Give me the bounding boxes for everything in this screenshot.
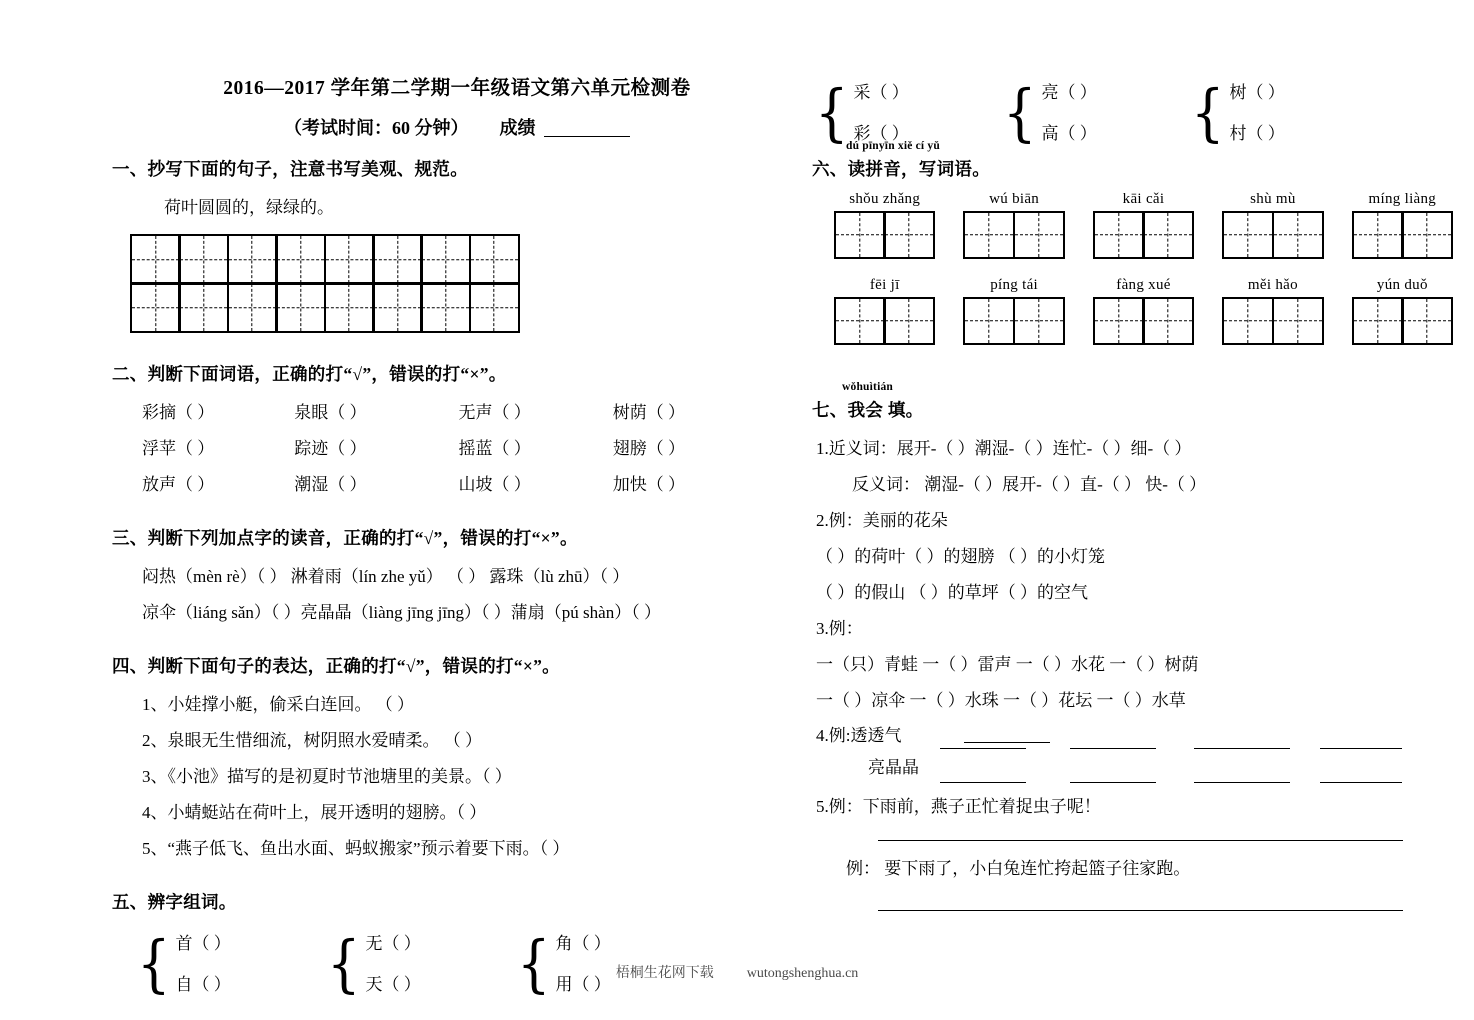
word-item[interactable]: 放声（ ） bbox=[142, 475, 215, 495]
curly-brace-icon: { bbox=[516, 926, 551, 1000]
brace-pair[interactable] bbox=[1229, 72, 1284, 154]
section-7-item-1-line2[interactable]: 反义词： 潮湿-（ ）展开-（ ）直-（ ） 快-（ ） bbox=[852, 475, 1207, 494]
section-3-line[interactable]: 凉伞（liáng sǎn）（ ）亮晶晶（liàng jīng jīng）（ ）蒲扇（pú shàn）（ ） bbox=[142, 603, 661, 623]
word-item[interactable]: 山坡（ ） bbox=[458, 475, 531, 495]
answer-blank[interactable] bbox=[1070, 781, 1156, 783]
pinyin-label: yún duǒ bbox=[1376, 277, 1428, 293]
grid-cell[interactable] bbox=[963, 297, 1015, 345]
curly-brace-icon: { bbox=[136, 926, 171, 1000]
footer-watermark bbox=[0, 962, 1474, 982]
section-2-row bbox=[112, 467, 802, 503]
answer-boxes[interactable] bbox=[834, 211, 935, 259]
grid-cell[interactable] bbox=[1142, 211, 1194, 259]
section-7-item-4-label: 4.例:透透气 bbox=[816, 726, 902, 745]
grid-cell[interactable] bbox=[420, 234, 471, 285]
score-label: 成绩 bbox=[499, 118, 536, 138]
grid-cell[interactable] bbox=[1142, 297, 1194, 345]
answer-boxes[interactable] bbox=[1352, 211, 1453, 259]
brace-item-top[interactable]: 角（ ） bbox=[555, 934, 611, 954]
grid-cell[interactable] bbox=[324, 282, 375, 333]
word-item[interactable]: 泉眼（ ） bbox=[294, 403, 367, 423]
curly-brace-icon: { bbox=[1002, 75, 1037, 149]
grid-cell[interactable] bbox=[883, 211, 935, 259]
score-blank[interactable] bbox=[544, 136, 630, 137]
grid-cell[interactable] bbox=[1013, 211, 1065, 259]
section-7-item-2-label: 2.例：美丽的花朵 bbox=[816, 511, 948, 530]
pinyin-word-row-2 bbox=[834, 277, 1428, 345]
footer-site-name: 梧桐生花网下载 bbox=[615, 966, 714, 981]
brace-group bbox=[1188, 72, 1285, 154]
word-item[interactable]: 潮湿（ ） bbox=[294, 475, 367, 495]
pinyin-word-item bbox=[1222, 191, 1323, 259]
pinyin-label: píng tái bbox=[990, 277, 1039, 293]
grid-cell[interactable] bbox=[1272, 211, 1324, 259]
section-4-item[interactable]: 3、《小池》描写的是初夏时节池塘里的美景。（ ） bbox=[142, 767, 512, 787]
brace-item-top[interactable]: 采（ ） bbox=[853, 83, 909, 102]
answer-blank[interactable] bbox=[964, 741, 1050, 743]
grid-cell[interactable] bbox=[275, 282, 326, 333]
section-4-item[interactable]: 2、泉眼无生惜细流，树阴照水爱晴柔。 （ ） bbox=[142, 731, 482, 751]
grid-cell[interactable] bbox=[1401, 211, 1453, 259]
exam-subheader bbox=[112, 114, 802, 140]
word-item[interactable]: 无声（ ） bbox=[458, 403, 531, 423]
grid-cell[interactable] bbox=[1222, 211, 1274, 259]
brace-item-bottom[interactable]: 用（ ） bbox=[555, 975, 611, 995]
section-2-heading: 二、判断下面词语，正确的打“√”，错误的打“×”。 bbox=[112, 364, 507, 385]
pinyin-label: wú biān bbox=[989, 191, 1040, 207]
section-4-item[interactable]: 4、小蜻蜓站在荷叶上，展开透明的翅膀。（ ） bbox=[142, 803, 487, 823]
grid-cell[interactable] bbox=[963, 211, 1015, 259]
grid-cell[interactable] bbox=[834, 297, 886, 345]
word-item[interactable]: 彩摘（ ） bbox=[142, 403, 215, 423]
section-7-item-2-line2[interactable]: （ ）的假山 （ ）的草坪（ ）的空气 bbox=[816, 583, 1088, 602]
pinyin-word-row-1 bbox=[834, 191, 1437, 259]
pinyin-label: fàng xué bbox=[1116, 277, 1171, 293]
grid-cell[interactable] bbox=[227, 282, 278, 333]
section-1-heading: 一、抄写下面的句子，注意书写美观、规范。 bbox=[112, 159, 468, 179]
pinyin-label: kāi cǎi bbox=[1122, 191, 1165, 207]
pinyin-label: fēi jī bbox=[869, 277, 900, 293]
brace-group bbox=[1000, 72, 1188, 154]
grid-cell[interactable] bbox=[130, 234, 181, 285]
section-6-heading-pinyin: dú pīnyīn xiě cí yǔ bbox=[846, 140, 940, 152]
grid-cell[interactable] bbox=[275, 234, 326, 285]
section-5-heading: 五、辨字组词。 bbox=[112, 892, 237, 913]
brace-item-top[interactable]: 亮（ ） bbox=[1041, 83, 1097, 102]
grid-cell[interactable] bbox=[1352, 297, 1404, 345]
answer-blank-long[interactable] bbox=[878, 909, 1403, 911]
section-7-item-4-word2: 亮晶晶 bbox=[868, 758, 919, 777]
right-column bbox=[812, 72, 1437, 911]
pinyin-label: shù mù bbox=[1250, 191, 1296, 207]
answer-boxes[interactable] bbox=[1093, 297, 1194, 345]
brace-pair[interactable] bbox=[1041, 72, 1096, 154]
grid-cell[interactable] bbox=[883, 297, 935, 345]
pinyin-word-item bbox=[834, 277, 935, 345]
pinyin-word-item bbox=[1352, 191, 1453, 259]
answer-blank[interactable] bbox=[1070, 747, 1156, 749]
section-7-item-5-example: 例： 要下雨了，小白兔连忙挎起篮子往家跑。 bbox=[846, 859, 1191, 878]
pinyin-word-item bbox=[1093, 191, 1194, 259]
grid-cell[interactable] bbox=[324, 234, 375, 285]
pinyin-word-item bbox=[1352, 277, 1453, 345]
word-item[interactable]: 踪迹（ ） bbox=[294, 439, 367, 459]
answer-blank[interactable] bbox=[940, 747, 1026, 749]
grid-cell[interactable] bbox=[469, 234, 520, 285]
answer-blank[interactable] bbox=[940, 781, 1026, 783]
section-7-item-3-line1[interactable]: 一（只）青蛙 一（ ）雷声 一（ ）水花 一（ ）树荫 bbox=[816, 655, 1199, 674]
section-4-item[interactable]: 1、小娃撑小艇，偷采白连回。 （ ） bbox=[142, 695, 414, 715]
pinyin-word-item bbox=[963, 191, 1064, 259]
section-7-heading: 七、我会 填。 bbox=[812, 400, 924, 420]
section-7-heading-wrap bbox=[812, 381, 1412, 422]
brace-item-top[interactable]: 树（ ） bbox=[1229, 83, 1285, 102]
grid-cell[interactable] bbox=[1093, 297, 1145, 345]
grid-cell[interactable] bbox=[1352, 211, 1404, 259]
pinyin-word-item bbox=[834, 191, 935, 259]
pinyin-word-item bbox=[1222, 277, 1323, 345]
grid-cell[interactable] bbox=[1013, 297, 1065, 345]
brace-item-bottom[interactable]: 彩（ ） bbox=[853, 124, 909, 143]
answer-blank[interactable] bbox=[1194, 781, 1290, 783]
answer-boxes[interactable] bbox=[1093, 211, 1194, 259]
grid-cell[interactable] bbox=[178, 282, 229, 333]
grid-cell[interactable] bbox=[1222, 297, 1274, 345]
section-6-heading-wrap bbox=[812, 140, 1412, 181]
answer-boxes[interactable] bbox=[1352, 297, 1453, 345]
footer-site-url: wutongshenghua.cn bbox=[746, 966, 859, 981]
grid-cell[interactable] bbox=[834, 211, 886, 259]
page-title: 2016—2017 学年第二学期一年级语文第六单元检测卷 bbox=[223, 78, 691, 99]
curly-brace-icon: { bbox=[814, 75, 849, 149]
section-7-item-4 bbox=[812, 721, 1412, 795]
section-1-sentence: 荷叶圆圆的，绿绿的。 bbox=[164, 198, 334, 217]
pinyin-word-item bbox=[963, 277, 1064, 345]
section-4-item[interactable]: 5、“燕子低飞、鱼出水面、蚂蚁搬家”预示着要下雨。（ ） bbox=[142, 839, 570, 859]
grid-cell[interactable] bbox=[1093, 211, 1145, 259]
word-item[interactable]: 浮苹（ ） bbox=[142, 439, 215, 459]
brace-item-top[interactable]: 无（ ） bbox=[365, 934, 421, 954]
word-item[interactable]: 加快（ ） bbox=[612, 475, 685, 495]
answer-blank[interactable] bbox=[1320, 781, 1402, 783]
section-7-item-3-label: 3.例： bbox=[816, 619, 863, 638]
grid-cell[interactable] bbox=[372, 234, 423, 285]
grid-cell[interactable] bbox=[178, 234, 229, 285]
section-7-item-1[interactable]: 1.近义词：展开-（ ）潮湿-（ ）连忙-（ ）细-（ ） bbox=[816, 439, 1192, 458]
brace-item-bottom[interactable]: 天（ ） bbox=[365, 975, 421, 995]
brace-item-bottom[interactable]: 自（ ） bbox=[175, 975, 231, 995]
grid-cell[interactable] bbox=[420, 282, 471, 333]
brace-item-top[interactable]: 首（ ） bbox=[175, 934, 231, 954]
section-2-row bbox=[112, 395, 802, 431]
answer-blank-long[interactable] bbox=[878, 839, 1403, 841]
pinyin-word-item bbox=[1093, 277, 1194, 345]
answer-blank[interactable] bbox=[1320, 747, 1402, 749]
answer-boxes[interactable] bbox=[1222, 297, 1323, 345]
brace-item-bottom[interactable]: 村（ ） bbox=[1229, 124, 1285, 143]
section-7-item-3-line2[interactable]: 一（ ）凉伞 一（ ）水珠 一（ ）花坛 一（ ）水草 bbox=[816, 691, 1186, 710]
grid-row bbox=[130, 282, 802, 333]
answer-boxes[interactable] bbox=[963, 297, 1064, 345]
answer-blank[interactable] bbox=[1194, 747, 1290, 749]
section-7-item-5-label: 5.例：下雨前，燕子正忙着捉虫子呢！ bbox=[816, 797, 1101, 816]
curly-brace-icon: { bbox=[1190, 75, 1225, 149]
brace-item-bottom[interactable]: 高（ ） bbox=[1041, 124, 1097, 143]
answer-boxes[interactable] bbox=[963, 211, 1064, 259]
section-3-heading: 三、判断下列加点字的读音，正确的打“√”，错误的打“×”。 bbox=[112, 528, 578, 549]
section-6-heading: 六、读拼音，写词语。 bbox=[812, 159, 990, 179]
grid-cell[interactable] bbox=[372, 282, 423, 333]
answer-boxes[interactable] bbox=[834, 297, 935, 345]
word-item[interactable]: 摇蓝（ ） bbox=[458, 439, 531, 459]
pinyin-label: měi hǎo bbox=[1247, 277, 1298, 293]
grid-cell[interactable] bbox=[1401, 297, 1453, 345]
section-7-heading-pinyin: wǒhuìtián bbox=[842, 381, 894, 393]
answer-boxes[interactable] bbox=[1222, 211, 1323, 259]
pinyin-label: míng liàng bbox=[1368, 191, 1437, 207]
section-7-item-2-line1[interactable]: （ ）的荷叶（ ）的翅膀 （ ）的小灯笼 bbox=[816, 547, 1105, 566]
word-item[interactable]: 翅膀（ ） bbox=[612, 439, 685, 459]
section-2-row bbox=[112, 431, 802, 467]
grid-cell[interactable] bbox=[469, 282, 520, 333]
pinyin-label: shǒu zhǎng bbox=[849, 191, 921, 207]
grid-cell[interactable] bbox=[227, 234, 278, 285]
grid-cell[interactable] bbox=[1272, 297, 1324, 345]
left-column bbox=[112, 72, 802, 1005]
exam-duration: （考试时间：60 分钟） bbox=[284, 118, 469, 138]
grid-row bbox=[130, 234, 802, 285]
word-item[interactable]: 树荫（ ） bbox=[612, 403, 685, 423]
copy-writing-grid[interactable] bbox=[130, 234, 802, 333]
grid-cell[interactable] bbox=[130, 282, 181, 333]
curly-brace-icon: { bbox=[326, 926, 361, 1000]
section-3-line[interactable]: 闷热（mèn rè）（ ） 淋着雨（lín zhe yǔ） （ ） 露珠（lù zhū）（ ） bbox=[142, 567, 630, 587]
section-4-heading: 四、判断下面句子的表达，正确的打“√”，错误的打“×”。 bbox=[112, 656, 560, 677]
